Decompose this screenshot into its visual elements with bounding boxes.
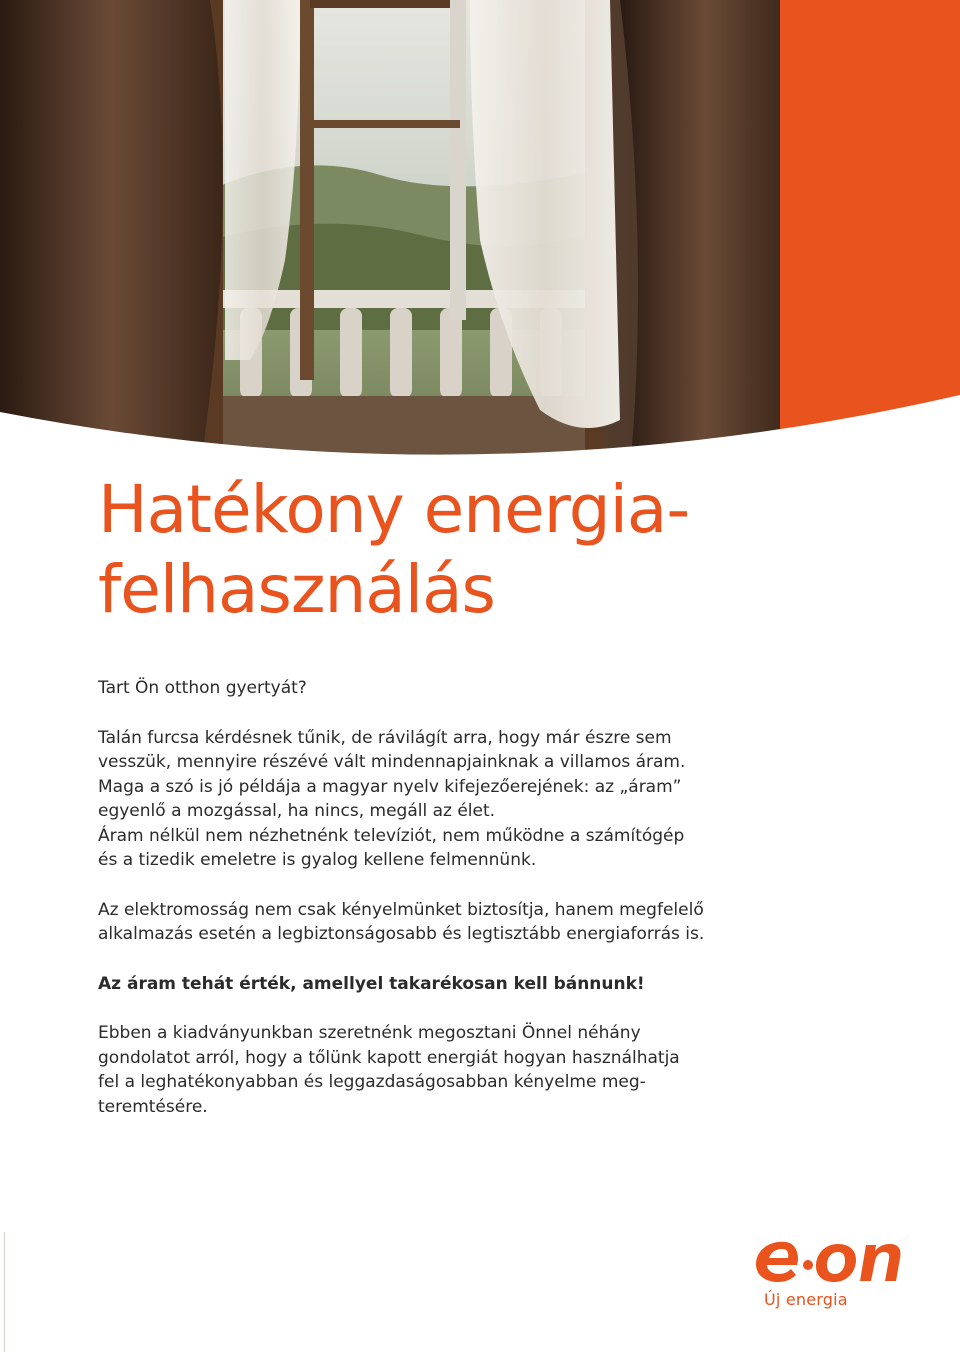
- paragraph-line: Áram nélkül nem nézhetnénk televíziót, nem működne a számítógép: [98, 825, 685, 846]
- white-wave-overlay: [0, 0, 960, 470]
- paragraph-line: Az elektromosság nem csak kényelmünket biztosítja, hanem megfelelő: [98, 899, 704, 920]
- paragraph-line: egyenlő a mozgással, ha nincs, megáll az élet.: [98, 801, 496, 821]
- paragraph-line: Maga a szó is jó példája a magyar nyelv kifejezőerejének: az „áram”: [98, 776, 682, 797]
- paragraph-line: teremtésére.: [98, 1096, 208, 1117]
- title-line-1: Hatékony energia-: [98, 471, 690, 548]
- paragraph-line: alkalmazás esetén a legbiztonságosabb és legtisztább energiaforrás is.: [98, 924, 705, 944]
- eon-logo: [750, 1228, 920, 1284]
- title-line-2: felhasználás: [98, 551, 495, 628]
- brand-block: [740, 1228, 930, 1318]
- intro-question: Tart Ön otthon gyertyát?: [98, 678, 307, 698]
- body-text: [98, 676, 738, 1119]
- paragraph-line: Ebben a kiadványunkban szeretnénk megosztani Önnel néhány: [98, 1023, 641, 1043]
- paragraph-line: és a tizedik emeletre is gyalog kellene felmennünk.: [98, 850, 537, 870]
- emphasis-sentence: Az áram tehát érték, amellyel takarékosan kell bánnunk!: [98, 973, 645, 994]
- paragraph-line: vesszük, mennyire részévé vált mindennapjainknak a villamos áram.: [98, 752, 686, 772]
- brand-tagline: Új energia: [764, 1290, 848, 1309]
- paragraph-line: Talán furcsa kérdésnek tűnik, de rávilágít arra, hogy már észre sem: [98, 727, 672, 748]
- hero-photo: [0, 0, 960, 470]
- paragraph-line: fel a leghatékonyabban és leggazdaságosabban kényelme meg-: [98, 1072, 646, 1092]
- margin-rule: [4, 1232, 5, 1352]
- page-title: [98, 470, 878, 630]
- paragraph-line: gondolatot arról, hogy a tőlünk kapott energiát hogyan használhatja: [98, 1047, 680, 1068]
